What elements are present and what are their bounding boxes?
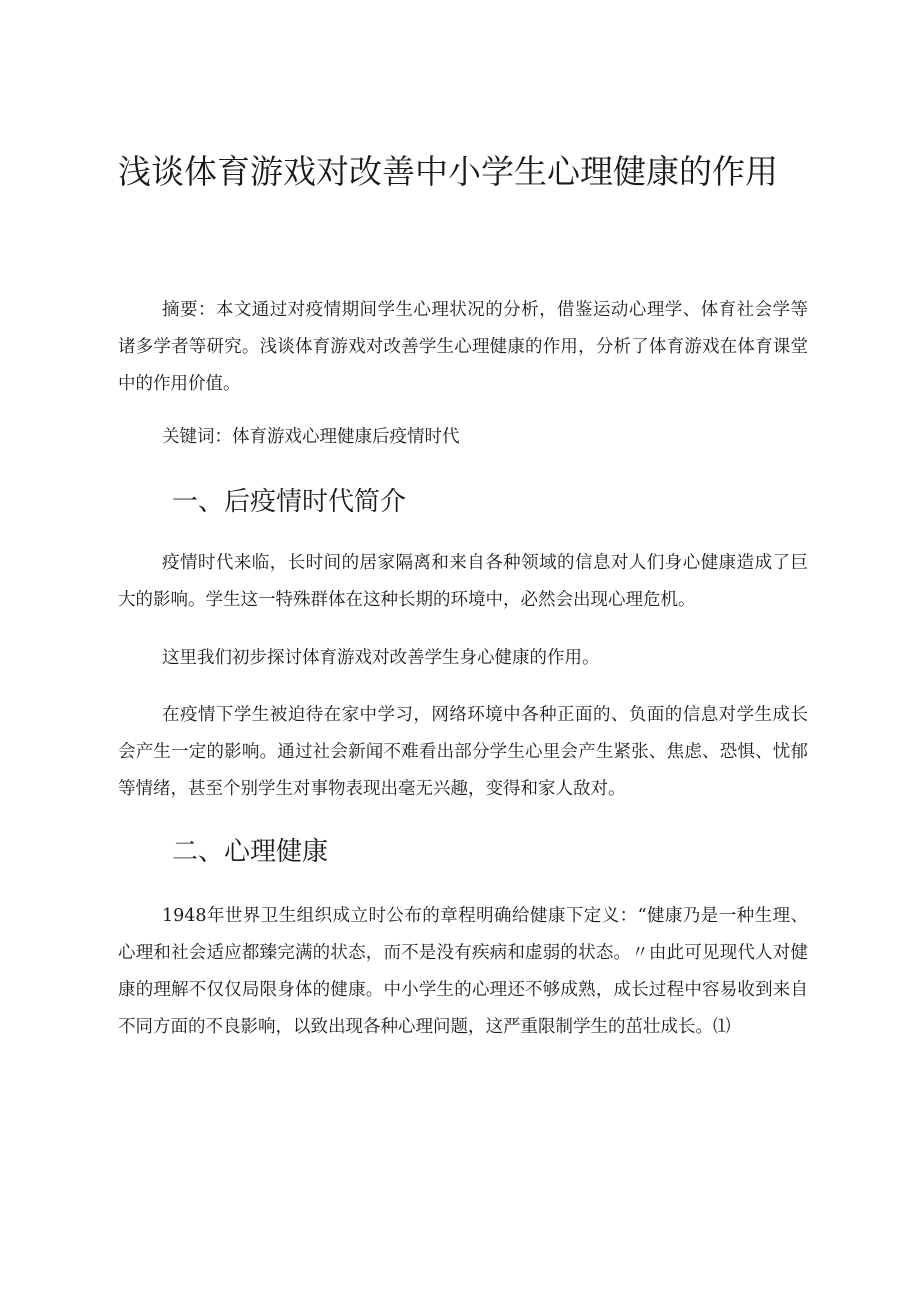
keywords-paragraph: 关键词：体育游戏心理健康后疫情时代 <box>162 427 460 447</box>
section-2-heading: 二、心理健康 <box>172 837 329 867</box>
section-1-heading: 一、后疫情时代简介 <box>172 487 407 517</box>
section-2-paragraph-1: 1948年世界卫生组织成立时公布的章程明确给健康下定义：“健康乃是一种生理、心理和社会适应都臻完满的状态，而不是没有疾病和虚弱的状态。〃由此可见现代人对健康的理解不仅仅局限身体的健康。中小学生的心理还不够成熟，成长过程中容易收到来自不同方面的不良影响，以致出现各种心理问题，这严重限制学生的茁壮成长。⑴ <box>118 906 808 1037</box>
section-1-paragraph-1: 疫情时代来临，长时间的居家隔离和来自各种领域的信息对人们身心健康造成了巨大的影响。学生这一特殊群体在这种长期的环境中，必然会出现心理危机。 <box>118 553 808 610</box>
section-1-paragraph-3: 在疫情下学生被迫待在家中学习，网络环境中各种正面的、负面的信息对学生成长会产生一定的影响。通过社会新闻不难看出部分学生心里会产生紧张、焦虑、恐惧、忧郁等情绪，甚至个别学生对事物表现出毫无兴趣，变得和家人敌对。 <box>118 705 808 799</box>
abstract-paragraph: 摘要：本文通过对疫情期间学生心理状况的分析，借鉴运动心理学、体育社会学等诸多学者等研究。浅谈体育游戏对改善学生心理健康的作用，分析了体育游戏在体育课堂中的作用价值。 <box>118 300 808 394</box>
document-title: 浅谈体育游戏对改善中小学生心理健康的作用 <box>118 152 778 191</box>
section-1-paragraph-2: 这里我们初步探讨体育游戏对改善学生身心健康的作用。 <box>162 648 600 668</box>
